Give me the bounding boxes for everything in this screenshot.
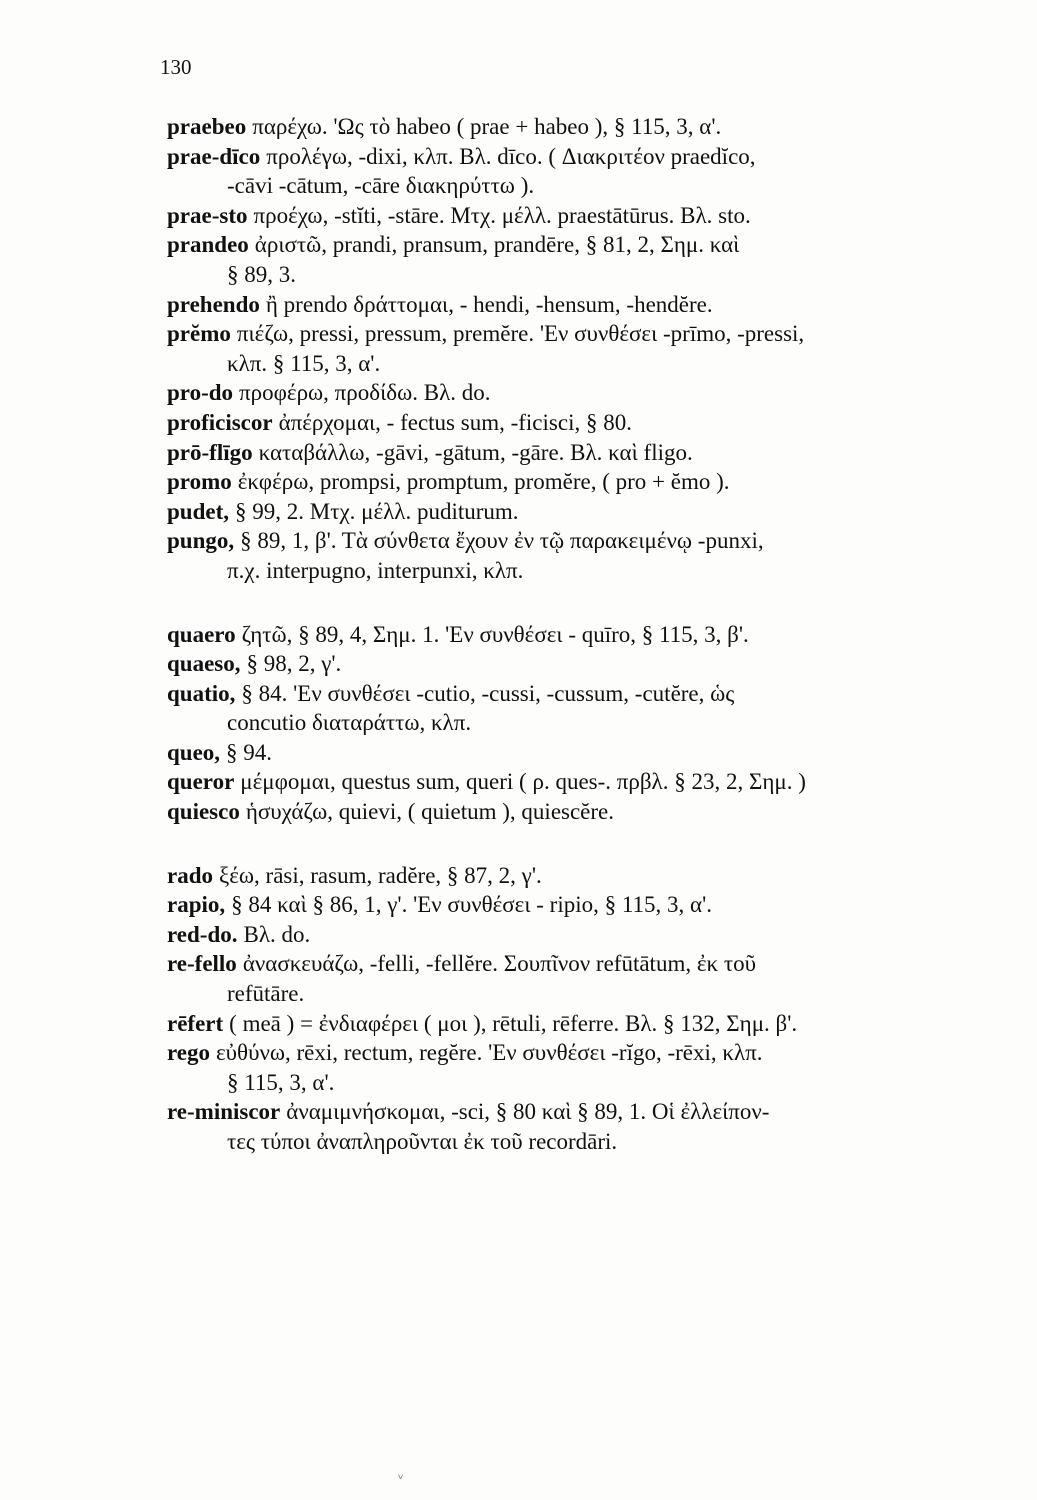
entry-line — [167, 861, 1025, 891]
entry-headword: red-do. — [167, 921, 238, 947]
entry-line — [167, 920, 1025, 950]
entry-line — [167, 408, 1025, 438]
entry-headword: rado — [167, 862, 213, 888]
entry-line — [167, 1097, 1025, 1127]
entry-group — [167, 861, 1025, 1157]
entry-headword: quatio, — [167, 680, 236, 706]
entry-text: § 89, 1, β'. Τὰ σύνθετα ἔχουν ἐν τῷ παρακειμένῳ -punxi, — [240, 528, 764, 554]
dictionary-entry — [167, 378, 1025, 408]
entry-text: καταβάλλω, -gāvi, -gātum, -gāre. Βλ. καὶ fligo. — [258, 439, 693, 465]
entry-line — [167, 112, 1025, 142]
entry-headword: proficiscor — [167, 409, 273, 435]
entry-line — [167, 230, 1025, 260]
entry-line — [167, 979, 1025, 1009]
footer-mark: ⱽ — [398, 1472, 404, 1486]
entry-line — [167, 949, 1025, 979]
entry-text: μέμφομαι, questus sum, queri ( ρ. ques-. πρβλ. § 23, 2, Σημ. ) — [240, 769, 806, 795]
entry-headword: rēfert — [167, 1010, 224, 1036]
entry-line — [167, 142, 1025, 172]
entry-line — [167, 708, 1025, 738]
entry-text: ἀναμιμνήσκομαι, -sci, § 80 καὶ § 89, 1. Οἱ ἐλλείπον- — [286, 1099, 770, 1125]
entry-text: Βλ. do. — [243, 921, 311, 947]
entry-headword: queror — [167, 769, 235, 795]
entry-line — [167, 797, 1025, 827]
entry-line — [167, 679, 1025, 709]
entry-text: προλέγω, -dixi, κλπ. Βλ. dīco. ( Διακριτέον praedĭco, — [266, 143, 756, 169]
entry-text: κλπ. § 115, 3, α'. — [227, 350, 381, 376]
entry-text: τες τύποι ἀναπληροῦνται ἐκ τοῦ recordāri. — [227, 1129, 618, 1154]
entry-headword: praebeo — [167, 114, 247, 139]
entry-line — [167, 349, 1025, 379]
dictionary-entry — [167, 142, 1025, 201]
entry-text: προέχω, -stĭti, -stāre. Μτχ. μέλλ. praestātūrus. Βλ. sto. — [253, 202, 751, 228]
entry-headword: quaeso, — [167, 651, 241, 677]
entry-text: § 84 καὶ § 86, 1, γ'. 'Εν συνθέσει - ripio, § 115, 3, α'. — [231, 892, 712, 918]
entry-text: ἐκφέρω, prompsi, promptum, promĕre, ( pro + ĕmo ). — [237, 469, 730, 495]
entry-line — [167, 319, 1025, 349]
entry-text: ζητῶ, § 89, 4, Σημ. 1. 'Εν συνθέσει - quīro, § 115, 3, β'. — [241, 621, 749, 647]
entry-line — [167, 497, 1025, 527]
entry-line — [167, 738, 1025, 768]
dictionary-entry — [167, 1009, 1025, 1039]
entry-line — [167, 620, 1025, 650]
entry-line — [167, 438, 1025, 468]
entry-line — [167, 767, 1025, 797]
entry-headword: re-miniscor — [167, 1099, 281, 1125]
entry-headword: pungo, — [167, 528, 235, 554]
entry-headword: prehendo — [167, 291, 260, 317]
entry-text: refūtāre. — [227, 981, 305, 1007]
dictionary-entry — [167, 620, 1025, 650]
entry-text: -cāvi -cātum, -cāre διακηρύττω ). — [227, 173, 535, 199]
dictionary-entry — [167, 738, 1025, 768]
dictionary-entry — [167, 497, 1025, 527]
entry-line — [167, 171, 1025, 201]
dictionary-entry — [167, 649, 1025, 679]
entry-line — [167, 260, 1025, 290]
dictionary-entry — [167, 679, 1025, 738]
entry-text: π.χ. interpugno, interpunxi, κλπ. — [227, 557, 524, 583]
entry-group — [167, 112, 1025, 586]
entry-headword: rapio, — [167, 892, 226, 918]
dictionary-entry — [167, 408, 1025, 438]
entry-text: ἀνασκευάζω, -felli, -fellĕre. Σουπῖνον refūtātum, ἐκ τοῦ — [242, 951, 756, 977]
entry-text: παρέχω. 'Ως τὸ habeo ( prae + habeo ), § 115, 3, α'. — [252, 114, 722, 139]
entry-line — [167, 1127, 1025, 1157]
entry-headword: rego — [167, 1040, 211, 1066]
entry-text: § 115, 3, α'. — [227, 1069, 335, 1095]
dictionary-entry — [167, 949, 1025, 1008]
entry-line — [167, 378, 1025, 408]
entry-headword: promo — [167, 469, 232, 495]
entry-headword: pudet, — [167, 498, 229, 524]
dictionary-entry — [167, 526, 1025, 585]
entry-text: § 99, 2. Μτχ. μέλλ. puditurum. — [235, 498, 519, 524]
entry-text: πιέζω, pressi, pressum, premĕre. 'Εν συνθέσει -prīmo, -pressi, — [236, 321, 805, 347]
entry-line — [167, 1068, 1025, 1098]
entry-line — [167, 201, 1025, 231]
dictionary-entry — [167, 467, 1025, 497]
dictionary-entry — [167, 861, 1025, 891]
entry-group — [167, 620, 1025, 827]
dictionary-entry — [167, 112, 1025, 142]
entry-text: εὐθύνω, rēxi, rectum, regĕre. 'Εν συνθέσει -rĭgo, -rēxi, κλπ. — [216, 1040, 763, 1066]
entry-headword: prō-flīgo — [167, 439, 253, 465]
entry-headword: prandeo — [167, 232, 249, 258]
entry-headword: quiesco — [167, 799, 240, 825]
entry-headword: prae-dīco — [167, 143, 261, 169]
entry-line — [167, 1038, 1025, 1068]
dictionary-entry — [167, 319, 1025, 378]
entry-line — [167, 467, 1025, 497]
dictionary-entry — [167, 920, 1025, 950]
entry-text: προφέρω, προδίδω. Βλ. do. — [239, 380, 491, 406]
entry-headword: pro-do — [167, 380, 234, 406]
entry-text: ἡσυχάζω, quievi, ( quietum ), quiescĕre. — [245, 799, 615, 825]
dictionary-entry — [167, 290, 1025, 320]
entry-text: § 98, 2, γ'. — [246, 651, 342, 677]
page-number: 130 — [160, 55, 192, 79]
entry-list — [167, 112, 1025, 1157]
entry-text: concutio διαταράττω, κλπ. — [227, 710, 472, 736]
entry-text: § 94. — [226, 739, 273, 765]
group-separator — [167, 586, 1025, 620]
entry-line — [167, 290, 1025, 320]
entry-headword: prĕmo — [167, 321, 231, 347]
dictionary-entry — [167, 201, 1025, 231]
entry-headword: queo, — [167, 739, 221, 765]
dictionary-entry — [167, 438, 1025, 468]
entry-headword: prae-sto — [167, 202, 248, 228]
entry-line — [167, 1009, 1025, 1039]
entry-headword: re-fello — [167, 951, 237, 977]
entry-line — [167, 556, 1025, 586]
entry-line — [167, 526, 1025, 556]
dictionary-entry — [167, 1038, 1025, 1097]
entry-text: ἀπέρχομαι, - fectus sum, -ficisci, § 80. — [278, 409, 632, 435]
entry-line — [167, 649, 1025, 679]
entry-text: ἢ prendo δράττομαι, - hendi, -hensum, -hendĕre. — [265, 291, 713, 317]
dictionary-entry — [167, 890, 1025, 920]
dictionary-entry — [167, 1097, 1025, 1156]
entry-text: ἀριστῶ, prandi, pransum, prandēre, § 81, 2, Σημ. καὶ — [254, 232, 740, 258]
entry-text: ξέω, rāsi, rasum, radĕre, § 87, 2, γ'. — [219, 862, 542, 888]
dictionary-entry — [167, 797, 1025, 827]
entry-headword: quaero — [167, 621, 236, 647]
entry-line — [167, 890, 1025, 920]
entry-text: ( meā ) = ἐνδιαφέρει ( μοι ), rētuli, rēferre. Βλ. § 132, Σημ. β'. — [229, 1010, 798, 1036]
dictionary-entry — [167, 767, 1025, 797]
entry-text: § 84. 'Εν συνθέσει -cutio, -cussi, -cussum, -cutĕre, ὡς — [241, 680, 735, 706]
entry-text: § 89, 3. — [227, 261, 296, 287]
dictionary-entry — [167, 230, 1025, 289]
group-separator — [167, 827, 1025, 861]
